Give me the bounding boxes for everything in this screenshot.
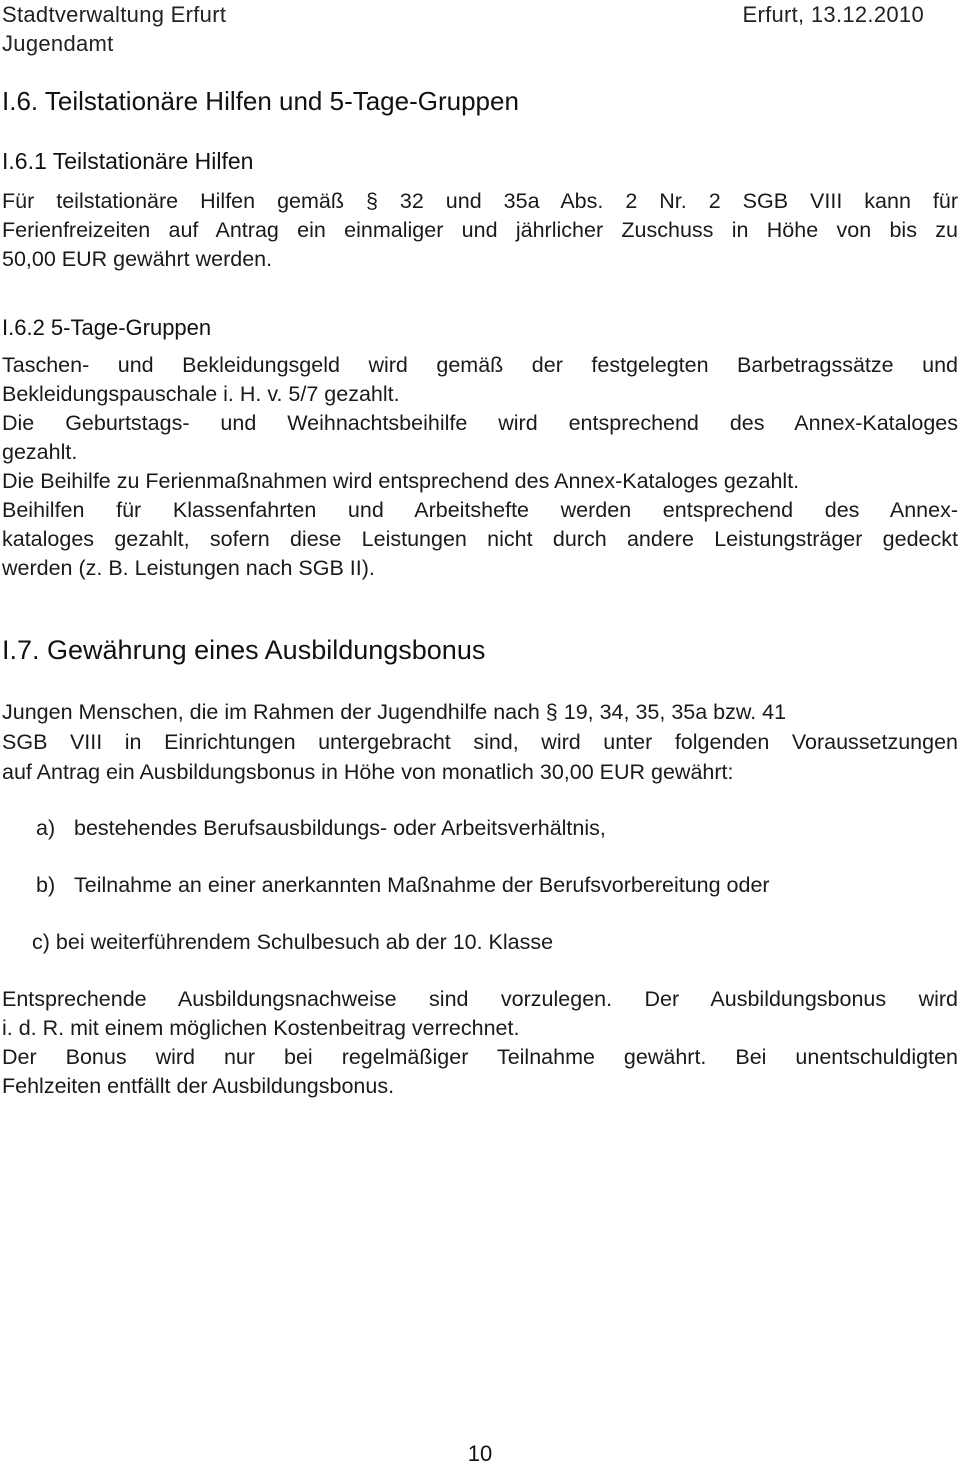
list-item-text: bei weiterführendem Schulbesuch ab der 10. Klasse xyxy=(55,930,554,954)
paragraph-line: Der Bonus wird nur bei regelmäßiger Teilnahme gewährt. Bei unentschuldigten xyxy=(2,1045,958,1069)
paragraph-line: Fehlzeiten entfällt der Ausbildungsbonus. xyxy=(2,1074,395,1098)
list-item xyxy=(32,928,553,957)
paragraph-line: i. d. R. mit einem möglichen Kostenbeitrag verrechnet. xyxy=(2,1016,520,1040)
paragraph-line: 50,00 EUR gewährt werden. xyxy=(2,247,273,271)
paragraph-line: SGB VIII in Einrichtungen untergebracht sind, wird unter folgenden Voraussetzungen xyxy=(2,730,958,754)
paragraph-line: Taschen- und Bekleidungsgeld wird gemäß der festgelegten Barbetragssätze und xyxy=(2,353,958,377)
paragraph-line: Beihilfen für Klassenfahrten und Arbeitshefte werden entsprechend des Annex- xyxy=(2,498,958,522)
header-date: Erfurt, 13.12.2010 xyxy=(742,2,924,27)
paragraph-line: auf Antrag ein Ausbildungsbonus in Höhe von monatlich 30,00 EUR gewährt: xyxy=(2,760,734,784)
paragraph-line: werden (z. B. Leistungen nach SGB II). xyxy=(2,556,375,580)
section-heading-i7: I.7. Gewährung eines Ausbildungsbonus xyxy=(2,635,486,665)
paragraph-line: kataloges gezahlt, sofern diese Leistungen nicht durch andere Leistungsträger gedeckt xyxy=(2,527,958,551)
subsection-heading-i6-2: I.6.2 5-Tage-Gruppen xyxy=(2,315,212,340)
paragraph-line: Bekleidungspauschale i. H. v. 5/7 gezahlt. xyxy=(2,382,400,406)
list-item xyxy=(36,814,606,843)
paragraph-line: Die Geburtstags- und Weihnachtsbeihilfe wird entsprechend des Annex-Kataloges xyxy=(2,411,958,435)
list-item xyxy=(36,871,770,900)
header-org-name: Stadtverwaltung Erfurt xyxy=(2,2,227,27)
list-marker: b) xyxy=(36,873,56,897)
paragraph-line: gezahlt. xyxy=(2,440,78,464)
paragraph-line: Ferienfreizeiten auf Antrag ein einmaliger und jährlicher Zuschuss in Höhe von bis zu xyxy=(2,218,958,242)
list-marker: a) xyxy=(36,816,56,840)
list-item-text: bestehendes Berufsausbildungs- oder Arbeitsverhältnis, xyxy=(74,816,606,840)
subsection-heading-i6-1: I.6.1 Teilstationäre Hilfen xyxy=(2,148,254,174)
list-marker: c) xyxy=(32,930,50,954)
paragraph-line: Entsprechende Ausbildungsnachweise sind vorzulegen. Der Ausbildungsbonus wird xyxy=(2,987,958,1011)
paragraph-line: Für teilstationäre Hilfen gemäß § 32 und 35a Abs. 2 Nr. 2 SGB VIII kann für xyxy=(2,189,958,213)
page-number: 10 xyxy=(467,1441,493,1466)
paragraph-line: Die Beihilfe zu Ferienmaßnahmen wird entsprechend des Annex-Kataloges gezahlt. xyxy=(2,469,800,493)
paragraph-line: Jungen Menschen, die im Rahmen der Jugendhilfe nach § 19, 34, 35, 35a bzw. 41 xyxy=(2,700,787,724)
list-item-text: Teilnahme an einer anerkannten Maßnahme der Berufsvorbereitung oder xyxy=(74,873,770,897)
header-organization xyxy=(2,0,226,58)
section-heading-i6: I.6. Teilstationäre Hilfen und 5-Tage-Gruppen xyxy=(2,86,519,116)
header-department: Jugendamt xyxy=(2,31,114,56)
